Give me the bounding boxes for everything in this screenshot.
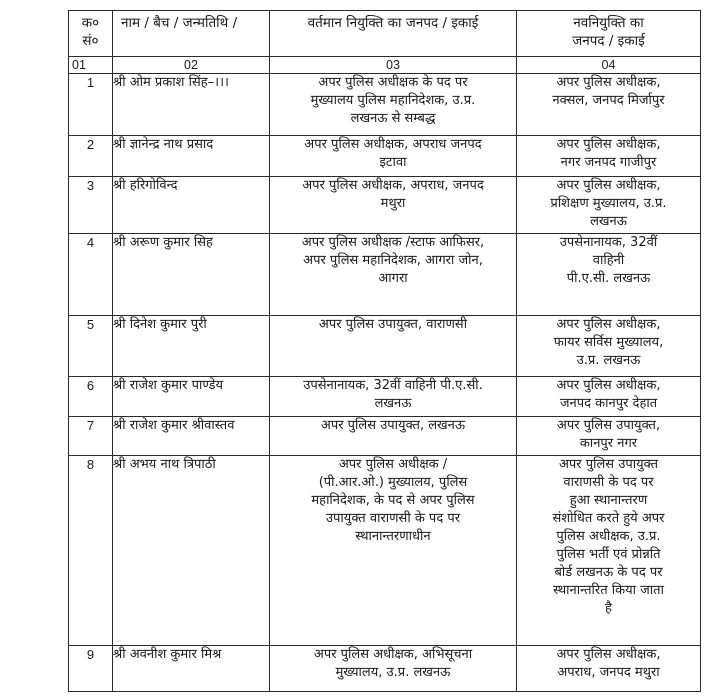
current-posting-cell [270, 136, 517, 177]
current-posting-line: अपर पुलिस अधीक्षक /स्टाफ आफिसर, [301, 235, 485, 250]
current-posting-cell [270, 177, 517, 234]
new-posting-line: अपर पुलिस अधीक्षक, [556, 378, 661, 393]
officer-name-cell: श्री अरूण कुमार सिह [113, 234, 270, 316]
new-posting-line: पुलिस भर्ती एवं प्रोन्नति [556, 547, 661, 562]
new-posting-line: उपसेनानायक, 32वीं [559, 235, 658, 250]
officer-name-cell: श्री दिनेश कुमार पुरी [113, 316, 270, 377]
officer-name-cell: श्री ओम प्रकाश सिंह–।।। [113, 74, 270, 136]
serial-number-cell: 6 [69, 377, 113, 417]
serial-number-cell: 9 [69, 646, 113, 692]
new-posting-line: नक्सल, जनपद मिर्जापुर [552, 93, 665, 108]
officer-name-cell: श्री अवनीश कुमार मिश्र [113, 646, 270, 692]
new-posting-cell [517, 646, 701, 692]
new-posting-line: अपर पुलिस अधीक्षक, [556, 647, 661, 662]
header-name: नाम / बैच / जन्मतिथि / [113, 11, 270, 57]
new-posting-line: अपराध, जनपद मथुरा [557, 665, 660, 680]
current-posting-line: स्थानान्तरणाधीन [355, 529, 431, 544]
new-posting-cell [517, 234, 701, 316]
new-posting-cell [517, 74, 701, 136]
new-posting-line: वाहिनी [592, 253, 625, 268]
current-posting-cell [270, 377, 517, 417]
new-posting-line: पी.ए.सी. लखनऊ [566, 271, 651, 286]
new-posting-cell [517, 136, 701, 177]
table-row [69, 234, 701, 316]
serial-number-cell: 7 [69, 417, 113, 456]
column-number: 01 [69, 57, 113, 74]
new-posting-line: प्रशिक्षण मुख्यालय, उ.प्र. [550, 196, 667, 211]
current-posting-line: अपर पुलिस अधीक्षक / [338, 457, 448, 472]
current-posting-line: अपर पुलिस अधीक्षक, अपराध जनपद [304, 137, 482, 152]
new-posting-cell [517, 377, 701, 417]
new-posting-line: स्थानान्तरित किया जाता [553, 583, 664, 598]
current-posting-line: अपर पुलिस अधीक्षक, अभिसूचना [313, 647, 473, 662]
officer-name-cell: श्री राजेश कुमार श्रीवास्तव [113, 417, 270, 456]
current-posting-cell [270, 646, 517, 692]
new-posting-cell [517, 177, 701, 234]
header-new-posting-line-1: नवनियुक्ति का [573, 15, 644, 31]
table-body [69, 74, 701, 692]
current-posting-line: अपर पुलिस महानिदेशक, आगरा जोन, [303, 253, 483, 268]
column-number: 02 [113, 57, 270, 74]
table-row [69, 646, 701, 692]
new-posting-line: उ.प्र. लखनऊ [576, 353, 641, 368]
officer-name-cell: श्री हरिगोविन्द [113, 177, 270, 234]
new-posting-line: बोर्ड लखनऊ के पद पर [554, 565, 663, 580]
column-number: 04 [517, 57, 701, 74]
current-posting-line: अपर पुलिस अधीक्षक, अपराध, जनपद [302, 178, 484, 193]
current-posting-line: मथुरा [380, 196, 406, 211]
table-header-row [69, 11, 701, 57]
current-posting-line: आगरा [378, 271, 408, 286]
column-number-row [69, 57, 701, 74]
new-posting-line: फायर सर्विस मुख्यालय, [553, 335, 664, 350]
table-row [69, 136, 701, 177]
current-posting-cell [270, 456, 517, 646]
header-serial-line-1: क० [81, 15, 100, 31]
new-posting-line: हुआ स्थानान्तरण [569, 493, 648, 508]
new-posting-line: नगर जनपद गाजीपुर [560, 155, 657, 170]
header-new-posting-line-2: जनपद / इकाई [572, 33, 645, 49]
new-posting-cell [517, 456, 701, 646]
new-posting-line: वाराणसी के पद पर [563, 475, 654, 490]
new-posting-line: है [605, 601, 612, 616]
current-posting-line: महानिदेशक, के पद से अपर पुलिस [311, 493, 475, 508]
new-posting-line: लखनऊ [590, 214, 627, 229]
new-posting-line: जनपद कानपुर देहात [559, 396, 658, 411]
serial-number-cell: 8 [69, 456, 113, 646]
officer-name-cell: श्री ज्ञानेन्द्र नाथ प्रसाद [113, 136, 270, 177]
current-posting-line: मुख्यालय, उ.प्र. लखनऊ [335, 665, 451, 680]
new-posting-line: कानपुर नगर [579, 436, 638, 451]
current-posting-line: अपर पुलिस उपायुक्त, लखनऊ [320, 418, 466, 433]
current-posting-line: अपर पुलिस अधीक्षक के पद पर [318, 75, 468, 90]
current-posting-line: लखनऊ [374, 396, 412, 411]
new-posting-line: अपर पुलिस उपायुक्त [558, 457, 659, 472]
current-posting-line: उपसेनानायक, 32वीं वाहिनी पी.ए.सी. [303, 378, 483, 393]
current-posting-cell [270, 417, 517, 456]
header-current-posting: वर्तमान नियुक्ति का जनपद / इकाई [270, 11, 517, 57]
new-posting-line: अपर पुलिस अधीक्षक, [556, 178, 661, 193]
serial-number-cell: 5 [69, 316, 113, 377]
new-posting-cell [517, 316, 701, 377]
serial-number-cell: 1 [69, 74, 113, 136]
new-posting-line: अपर पुलिस अधीक्षक, [556, 137, 661, 152]
current-posting-line: अपर पुलिस उपायुक्त, वाराणसी [318, 317, 468, 332]
current-posting-cell [270, 316, 517, 377]
table-row [69, 456, 701, 646]
current-posting-cell [270, 234, 517, 316]
header-serial-number [69, 11, 113, 57]
serial-number-cell: 4 [69, 234, 113, 316]
officer-name-cell: श्री राजेश कुमार पाण्डेय [113, 377, 270, 417]
new-posting-cell [517, 417, 701, 456]
transfer-table [68, 10, 701, 692]
column-number: 03 [270, 57, 517, 74]
officer-name-cell: श्री अभय नाथ त्रिपाठी [113, 456, 270, 646]
new-posting-line: अपर पुलिस अधीक्षक, [556, 75, 661, 90]
new-posting-line: अपर पुलिस उपायुक्त, [556, 418, 661, 433]
header-new-posting [517, 11, 701, 57]
table-row [69, 316, 701, 377]
new-posting-line: पुलिस अधीक्षक, उ.प्र. [556, 529, 661, 544]
current-posting-line: (पी.आर.ओ.) मुख्यालय, पुलिस [318, 475, 468, 490]
serial-number-cell: 3 [69, 177, 113, 234]
new-posting-line: अपर पुलिस अधीक्षक, [556, 317, 661, 332]
header-serial-line-2: सं० [82, 33, 99, 49]
table-row [69, 417, 701, 456]
serial-number-cell: 2 [69, 136, 113, 177]
posting-order-sheet [68, 10, 700, 692]
current-posting-line: उपायुक्त वाराणसी के पद पर [325, 511, 461, 526]
current-posting-cell [270, 74, 517, 136]
new-posting-line: संशोधित करते हुये अपर [552, 511, 665, 526]
current-posting-line: लखनऊ से सम्बद्ध [350, 111, 436, 126]
current-posting-line: इटावा [379, 155, 407, 170]
current-posting-line: मुख्यालय पुलिस महानिदेशक, उ.प्र. [310, 93, 476, 108]
table-row [69, 74, 701, 136]
table-row [69, 377, 701, 417]
table-row [69, 177, 701, 234]
